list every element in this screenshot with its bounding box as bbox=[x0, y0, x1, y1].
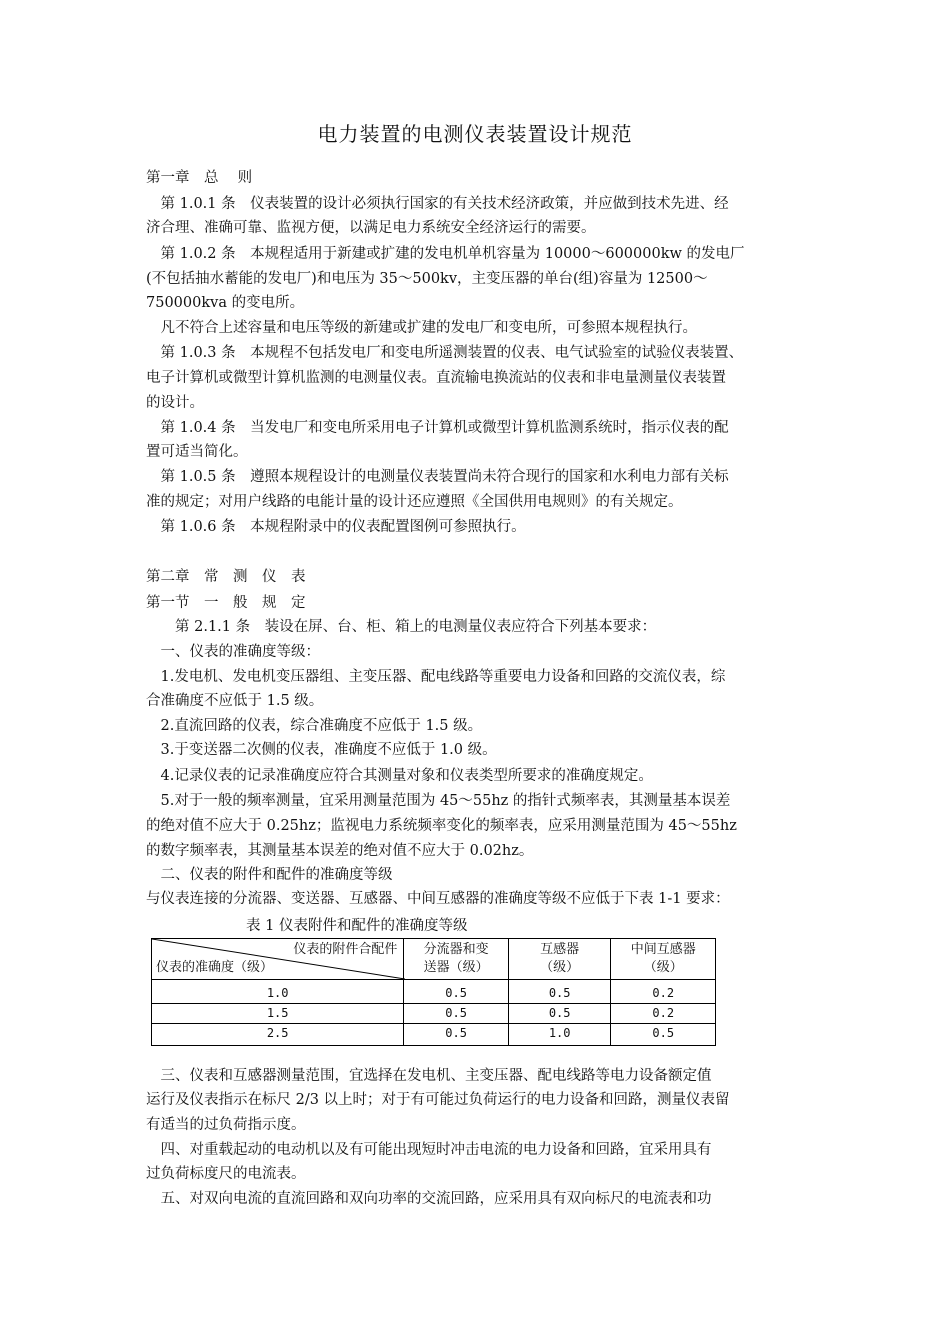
paragraph-line: 运行及仪表指示在标尺 2/3 以上时；对于有可能过负荷运行的电力设备和回路，测量仪表留 bbox=[146, 1092, 730, 1108]
table-caption: 表 1 仪表附件和配件的准确度等级 bbox=[246, 918, 468, 934]
paragraph-line: 有适当的过负荷指示度。 bbox=[146, 1117, 306, 1133]
paragraph-line: 2.直流回路的仪表，综合准确度不应低于 1.5 级。 bbox=[146, 718, 483, 734]
header-attachments: 仪表的附件合配件 bbox=[293, 942, 398, 957]
paragraph-line: 1.发电机、发电机变压器组、主变压器、配电线路等重要电力设备和回路的交流仪表，综 bbox=[146, 669, 726, 685]
table-cell: 2.5 bbox=[152, 1024, 404, 1046]
section-heading: 第一节 一 般 规 定 bbox=[146, 595, 306, 611]
paragraph-line: 凡不符合上述容量和电压等级的新建或扩建的发电厂和变电所，可参照本规程执行。 bbox=[146, 320, 697, 336]
header-transformer: 互感器 （级） bbox=[508, 939, 611, 980]
paragraph-line: 第 1.0.6 条 本规程附录中的仪表配置图例可参照执行。 bbox=[146, 519, 526, 535]
paragraph-line: 三、仪表和互感器测量范围，宜选择在发电机、主变压器、配电线路等电力设备额定值 bbox=[146, 1068, 712, 1084]
paragraph-line: 5.对于一般的频率测量，宜采用测量范围为 45～55hz 的指针式频率表，其测量基本误差 bbox=[146, 793, 731, 809]
table-header-row bbox=[152, 939, 716, 980]
paragraph-line: 的设计。 bbox=[146, 395, 204, 411]
paragraph-line: 第 1.0.4 条 当发电厂和变电所采用电子计算机或微型计算机监测系统时，指示仪表的配 bbox=[146, 420, 729, 436]
table-cell: 1.0 bbox=[508, 1024, 611, 1046]
table-row bbox=[152, 1024, 716, 1046]
table-row bbox=[152, 980, 716, 1004]
paragraph-line: 置可适当简化。 bbox=[146, 444, 248, 460]
table-cell: 0.2 bbox=[611, 1004, 716, 1024]
table-cell: 1.5 bbox=[152, 1004, 404, 1024]
paragraph-line: 与仪表连接的分流器、变送器、互感器、中间互感器的准确度等级不应低于下表 1-1 要求： bbox=[146, 891, 730, 907]
table-cell: 0.5 bbox=[508, 1004, 611, 1024]
table-row bbox=[152, 1004, 716, 1024]
chapter-2-heading: 第二章 常 测 仪 表 bbox=[146, 569, 306, 585]
table-cell: 1.0 bbox=[152, 980, 404, 1004]
paragraph-line: 一、仪表的准确度等级： bbox=[146, 644, 320, 660]
table-cell: 0.5 bbox=[404, 1004, 509, 1024]
table-cell: 0.5 bbox=[611, 1024, 716, 1046]
chapter-1-heading: 第一章 总 则 bbox=[146, 170, 253, 186]
paragraph-line: 750000kva 的变电所。 bbox=[146, 295, 305, 311]
paragraph-line: 四、对重载起动的电动机以及有可能出现短时冲击电流的电力设备和回路，宜采用具有 bbox=[146, 1142, 712, 1158]
paragraph-line: 4.记录仪表的记录准确度应符合其测量对象和仪表类型所要求的准确度规定。 bbox=[146, 768, 653, 784]
paragraph-line: 济合理、准确可靠、监视方便，以满足电力系统安全经济运行的需要。 bbox=[146, 220, 596, 236]
paragraph-line: 合准确度不应低于 1.5 级。 bbox=[146, 693, 324, 709]
accuracy-table bbox=[151, 938, 716, 1046]
paragraph-line: 第 1.0.3 条 本规程不包括发电厂和变电所遥测装置的仪表、电气试验室的试验仪表装置、 bbox=[146, 345, 744, 361]
table-cell: 0.5 bbox=[404, 980, 509, 1004]
paragraph-line: 五、对双向电流的直流回路和双向功率的交流回路，应采用具有双向标尺的电流表和功 bbox=[146, 1191, 712, 1207]
paragraph-line: 电子计算机或微型计算机监测的电测量仪表。直流输电换流站的仪表和非电量测量仪表装置 bbox=[146, 370, 726, 386]
paragraph-line: 第 1.0.1 条 仪表装置的设计必须执行国家的有关技术经济政策，并应做到技术先进、经 bbox=[146, 196, 729, 212]
paragraph-line: 3.于变送器二次侧的仪表，准确度不应低于 1.0 级。 bbox=[146, 742, 497, 758]
table-cell: 0.5 bbox=[508, 980, 611, 1004]
document-title: 电力装置的电测仪表装置设计规范 bbox=[317, 122, 633, 146]
table-cell: 0.2 bbox=[611, 980, 716, 1004]
header-accuracy: 仪表的准确度（级） bbox=[156, 960, 274, 975]
paragraph-line: 的绝对值不应大于 0.25hz；监视电力系统频率变化的频率表，应采用测量范围为 45～55hz bbox=[146, 818, 737, 834]
paragraph-line: 第 1.0.2 条 本规程适用于新建或扩建的发电机单机容量为 10000～600000kw 的发电厂 bbox=[146, 246, 745, 262]
paragraph-line: 准的规定；对用户线路的电能计量的设计还应遵照《全国供用电规则》的有关规定。 bbox=[146, 494, 683, 510]
header-intermediate-transformer: 中间互感器 （级） bbox=[611, 939, 716, 980]
paragraph-line: 过负荷标度尺的电流表。 bbox=[146, 1166, 306, 1182]
header-shunt-transmitter: 分流器和变 送器（级） bbox=[404, 939, 509, 980]
paragraph-line: 二、仪表的附件和配件的准确度等级 bbox=[146, 867, 393, 883]
table-cell: 0.5 bbox=[404, 1024, 509, 1046]
paragraph-line: (不包括抽水蓄能的发电厂)和电压为 35～500kv，主变压器的单台(组)容量为 12500～ bbox=[146, 271, 708, 287]
diagonal-header-cell bbox=[152, 939, 404, 980]
paragraph-line: 第 1.0.5 条 遵照本规程设计的电测量仪表装置尚未符合现行的国家和水利电力部有关标 bbox=[146, 469, 729, 485]
paragraph-line: 第 2.1.1 条 装设在屏、台、柜、箱上的电测量仪表应符合下列基本要求： bbox=[146, 619, 657, 635]
paragraph-line: 的数字频率表，其测量基本误差的绝对值不应大于 0.02hz。 bbox=[146, 843, 534, 859]
